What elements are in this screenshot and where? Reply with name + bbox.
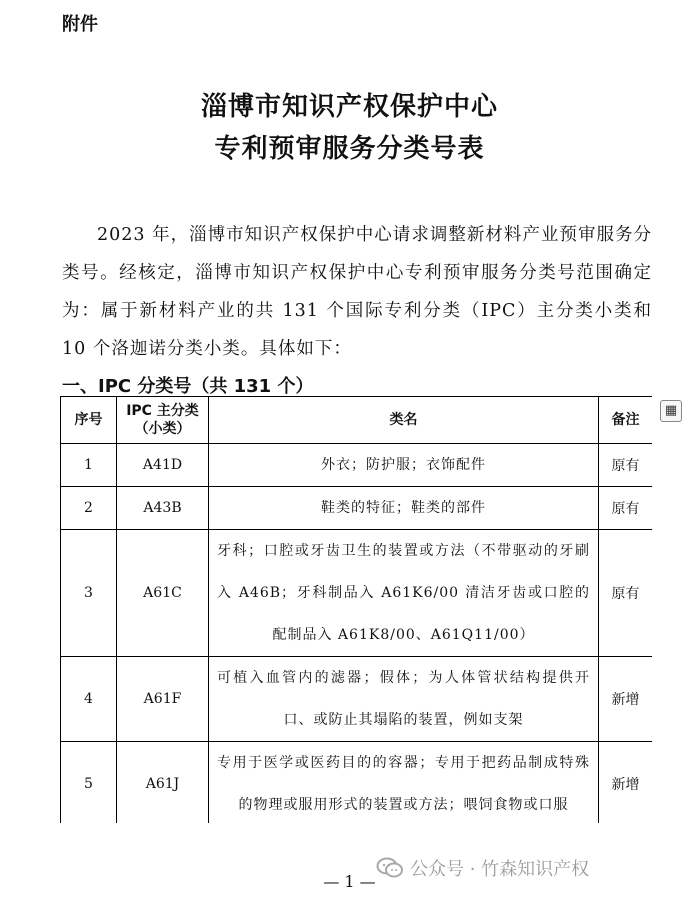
- cell-no: 1: [61, 444, 117, 487]
- cell-name: 外衣；防护服；衣饰配件: [209, 444, 599, 487]
- cell-ipc: A61F: [117, 657, 209, 742]
- cell-ipc: A61C: [117, 530, 209, 657]
- table-row: [61, 657, 653, 742]
- table-row: [61, 444, 653, 487]
- table-row: [61, 487, 653, 530]
- intro-paragraph: 2023 年，淄博市知识产权保护中心请求调整新材料产业预审服务分类号。经核定，淄博市知识产权保护中心专利预审服务分类号范围确定为：属于新材料产业的共 131 个国际专利分类（IPC）主分类小类和 10 个洛迦诺分类小类。具体如下：: [62, 225, 652, 359]
- cell-name: 可植入血管内的滤器；假体；为人体管状结构提供开口、或防止其塌陷的装置，例如支架: [209, 657, 599, 742]
- table-row: [61, 742, 653, 824]
- cell-remark: 原有: [599, 444, 653, 487]
- header-ipc-line2: （小类）: [134, 421, 191, 437]
- cell-remark: 新增: [599, 742, 653, 824]
- cell-name: 专用于医学或医药目的的容器；专用于把药品制成特殊的物理或服用形式的装置或方法；喂饲食物或口服: [209, 742, 599, 824]
- cell-remark: 新增: [599, 657, 653, 742]
- table-icon[interactable]: ▦: [660, 400, 682, 422]
- cell-no: 5: [61, 742, 117, 824]
- ipc-table: [60, 396, 652, 823]
- table-row: [61, 530, 653, 657]
- cell-ipc: A43B: [117, 487, 209, 530]
- header-ipc-line1: IPC 主分类: [126, 403, 199, 419]
- document-title-line2: 专利预审服务分类号表: [214, 134, 485, 164]
- cell-remark: 原有: [599, 530, 653, 657]
- cell-ipc: A41D: [117, 444, 209, 487]
- cell-remark: 原有: [599, 487, 653, 530]
- cell-no: 4: [61, 657, 117, 742]
- header-remark: 备注: [599, 397, 653, 444]
- cell-name: 牙科；口腔或牙齿卫生的装置或方法（不带驱动的牙刷入 A46B；牙科制品入 A61K6/00 清洁牙齿或口腔的配制品入 A61K8/00、A61Q11/00）: [209, 530, 599, 657]
- cell-ipc: A61J: [117, 742, 209, 824]
- header-ipc: [117, 397, 209, 444]
- document-title-line1: 淄博市知识产权保护中心: [200, 92, 498, 122]
- attachment-label: 附件: [62, 14, 98, 35]
- section-heading: 一、IPC 分类号（共 131 个）: [62, 376, 314, 397]
- header-no: 序号: [61, 397, 117, 444]
- ipc-table-container: [60, 396, 652, 823]
- watermark-text: 公众号 · 竹森知识产权: [410, 859, 590, 880]
- cell-name: 鞋类的特征；鞋类的部件: [209, 487, 599, 530]
- header-name: 类名: [209, 397, 599, 444]
- page-number: — 1 —: [323, 872, 376, 891]
- table-header-row: [61, 397, 653, 444]
- cell-no: 2: [61, 487, 117, 530]
- cell-no: 3: [61, 530, 117, 657]
